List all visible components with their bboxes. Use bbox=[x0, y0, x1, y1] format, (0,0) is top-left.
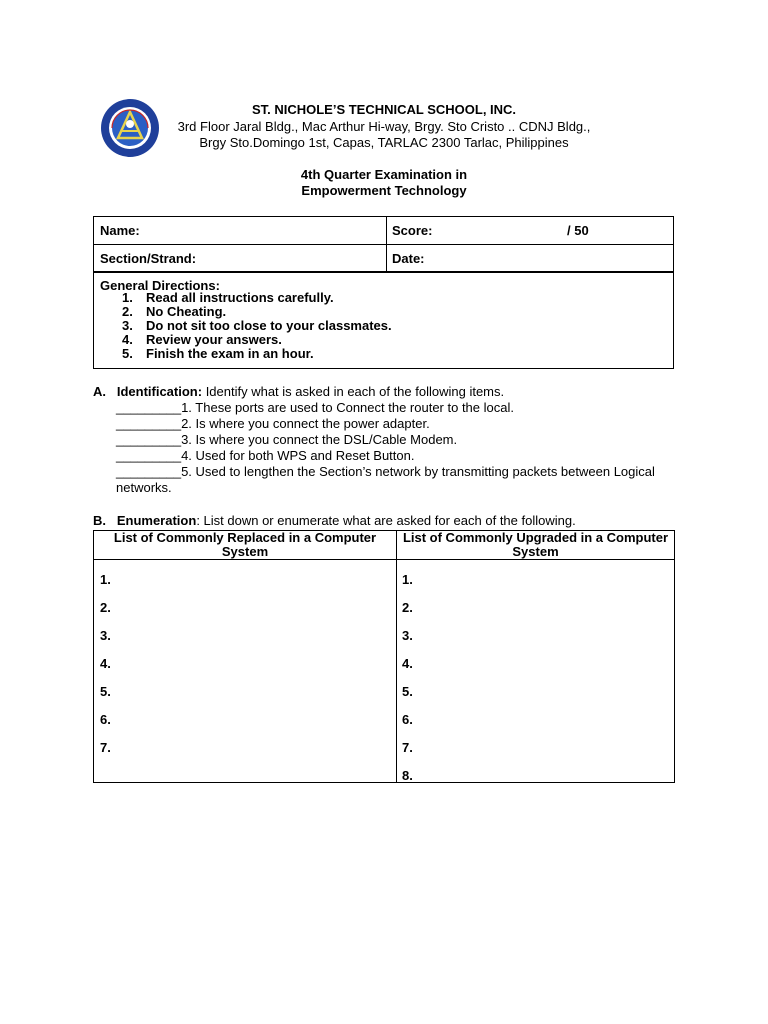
col2-number: 2. bbox=[402, 600, 413, 615]
col1-number: 2. bbox=[100, 600, 111, 615]
direction-item: 3. Do not sit too close to your classmates. bbox=[122, 318, 392, 333]
col1-number: 4. bbox=[100, 656, 111, 671]
identification-items bbox=[116, 400, 676, 496]
col1-number: 1. bbox=[100, 572, 111, 587]
address-line-1: 3rd Floor Jaral Bldg., Mac Arthur Hi-way, Brgy. Sto Cristo .. CDNJ Bldg., bbox=[177, 119, 591, 134]
score-total: / 50 bbox=[567, 223, 589, 238]
section-b-title: Enumeration bbox=[116, 513, 197, 528]
section-b-heading: B. Enumeration: List down or enumerate what are asked for each of the following. bbox=[93, 513, 576, 528]
name-label: Name: bbox=[100, 223, 140, 238]
col2-number: 4. bbox=[402, 656, 413, 671]
section-b-instruction: : List down or enumerate what are asked for each of the following. bbox=[196, 513, 576, 528]
general-directions-title: General Directions: bbox=[100, 278, 220, 293]
col1-number: 6. bbox=[100, 712, 111, 727]
section-strand-label: Section/Strand: bbox=[100, 251, 197, 266]
direction-item: 5. Finish the exam in an hour. bbox=[122, 346, 314, 361]
score-label: Score: bbox=[392, 223, 433, 238]
identification-item: _________1. These ports are used to Connect the router to the local. bbox=[116, 400, 514, 415]
identification-item-continuation: networks. bbox=[116, 480, 172, 495]
direction-item: 4. Review your answers. bbox=[122, 332, 282, 347]
identification-item: _________4. Used for both WPS and Reset Button. bbox=[116, 448, 415, 463]
exam-title-line-2: Empowerment Technology bbox=[301, 183, 467, 198]
identification-item: _________3. Is where you connect the DSL/Cable Modem. bbox=[116, 432, 458, 447]
date-label: Date: bbox=[392, 251, 425, 266]
col2-number: 3. bbox=[402, 628, 413, 643]
col2-number: 7. bbox=[402, 740, 413, 755]
identification-item: _________2. Is where you connect the power adapter. bbox=[116, 416, 430, 431]
school-name: ST. NICHOLE’S TECHNICAL SCHOOL, INC. bbox=[251, 102, 517, 117]
address-line-2: Brgy Sto.Domingo 1st, Capas, TARLAC 2300 Tarlac, Philippines bbox=[199, 135, 569, 150]
enumeration-table bbox=[93, 530, 675, 783]
col2-number: 8. bbox=[402, 768, 413, 783]
col2-number: 1. bbox=[402, 572, 413, 587]
section-a-instruction: Identify what is asked in each of the following items. bbox=[205, 384, 505, 399]
direction-item: 1. Read all instructions carefully. bbox=[122, 290, 334, 305]
exam-title-line-1: 4th Quarter Examination in bbox=[300, 167, 468, 182]
col2-number: 6. bbox=[402, 712, 413, 727]
col1-number: 3. bbox=[100, 628, 111, 643]
section-a-heading: A. Identification: Identify what is asked in each of the following items. bbox=[93, 384, 505, 399]
col2-number: 5. bbox=[402, 684, 413, 699]
col1-header: List of Commonly Replaced in a Computer System bbox=[113, 530, 377, 559]
col1-number: 7. bbox=[100, 740, 111, 755]
col1-number: 5. bbox=[100, 684, 111, 699]
section-a-title: Identification: bbox=[116, 384, 203, 399]
directions-list bbox=[122, 291, 392, 361]
direction-item: 2. No Cheating. bbox=[122, 304, 227, 319]
col2-header: List of Commonly Upgraded in a Computer System bbox=[402, 530, 669, 559]
identification-item: _________5. Used to lengthen the Section’s network by transmitting packets between Logical bbox=[116, 464, 655, 479]
